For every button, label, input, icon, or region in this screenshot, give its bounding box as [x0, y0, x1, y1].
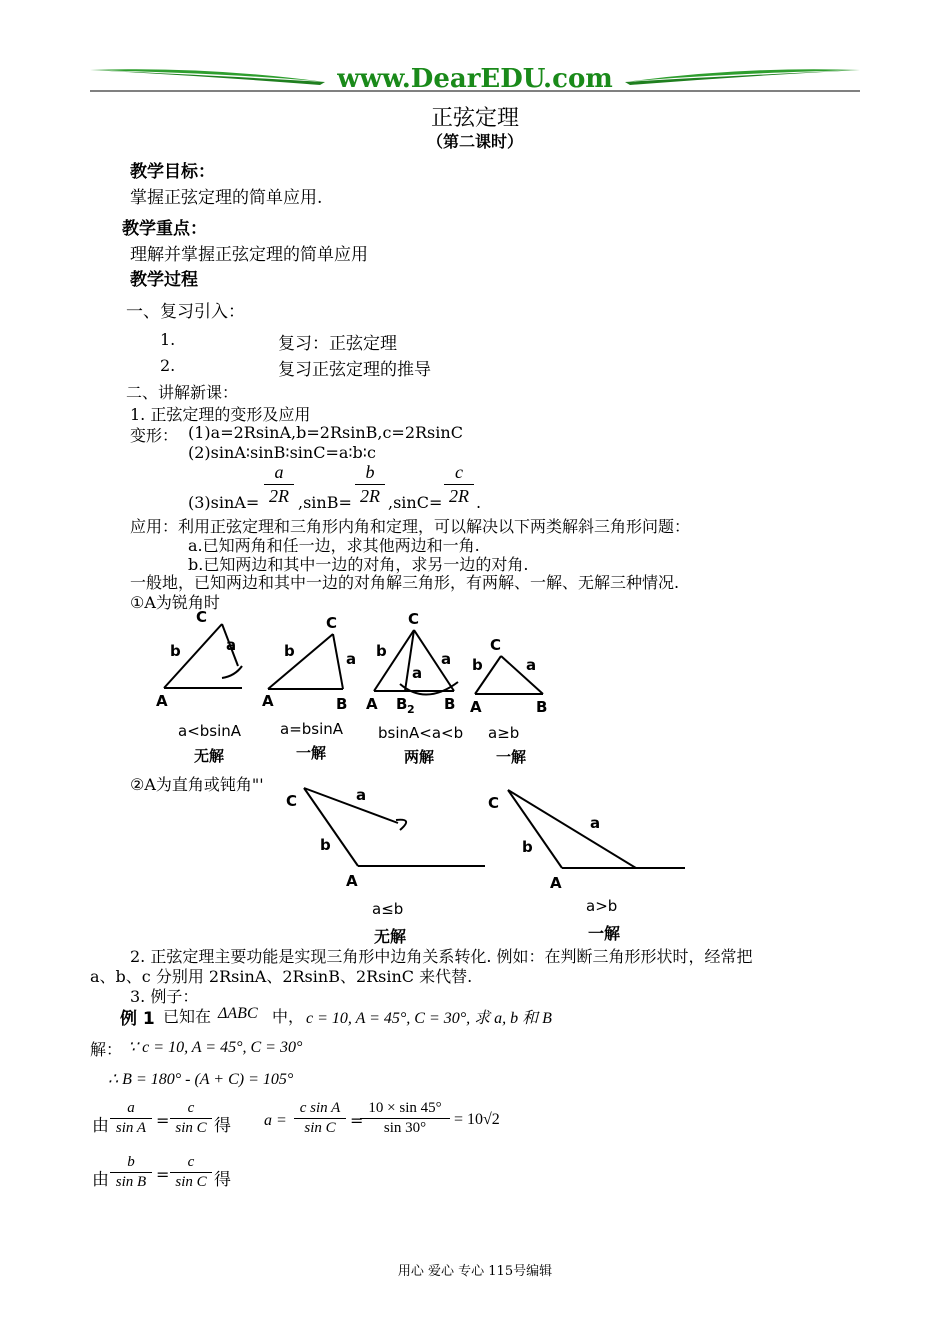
fig1-label-A: A — [366, 695, 378, 713]
step2-eq: = — [156, 1165, 170, 1184]
fig1-caption-cond-2: a=bsinA — [280, 720, 344, 738]
fig1-caption-cond-3: bsinA<a<b — [378, 724, 464, 742]
figure-obtuse-cases — [280, 778, 700, 898]
process-heading: 教学过程 — [130, 270, 198, 290]
solution-label: 解： — [90, 1040, 123, 1059]
transform-3-end: . — [476, 493, 482, 512]
fig2-label-a: a — [356, 786, 367, 804]
fig1-label-b: b — [284, 642, 295, 660]
frac-bar — [110, 1118, 152, 1119]
fraction-b-sinB — [110, 1154, 152, 1191]
transform-3-prefix: (3)sinA= — [188, 493, 260, 512]
case2-heading: ②A为直角或钝角"' — [130, 775, 264, 794]
transform-1: (1)a=2RsinA,b=2RsinB,c=2RsinC — [188, 423, 463, 442]
frac-num: a — [127, 1100, 135, 1116]
fig2-label-C: C — [488, 794, 500, 812]
frac-den: sin C — [175, 1174, 207, 1190]
frac-num: b — [365, 462, 375, 482]
transform-3-mid1: ,sinB= — [298, 493, 352, 512]
frac-bar — [110, 1172, 152, 1173]
case1-heading: ①A为锐角时 — [130, 593, 220, 612]
transform-3-mid2: ,sinC= — [388, 493, 443, 512]
review-item-2-num: 2. — [160, 356, 176, 375]
fig2-caption-result-2: 一解 — [588, 924, 621, 943]
fig1-caption-cond-1: a<bsinA — [178, 722, 242, 740]
frac-den: sin A — [115, 1120, 147, 1136]
frac-bar — [170, 1172, 212, 1173]
example-given: c = 10, A = 45°, C = 30°, 求 a, b 和 B — [306, 1010, 552, 1027]
frac-den: 2R — [360, 486, 380, 506]
review-item-1-num: 1. — [160, 330, 176, 349]
frac-num: 10 × sin 45° — [368, 1100, 442, 1116]
header-logo: www.DearEDU.com — [337, 64, 613, 94]
frac-bar — [264, 484, 294, 485]
fig2-label-A: A — [550, 874, 562, 892]
frac-num: c — [187, 1100, 195, 1116]
step1-eq: = — [156, 1111, 170, 1130]
frac-bar — [444, 484, 474, 485]
frac-num: a — [274, 462, 284, 482]
fig1-label-B: B — [336, 695, 348, 713]
fig1-label-b: b — [170, 642, 181, 660]
fraction-csinA-sinC — [294, 1100, 346, 1137]
fig1-caption-result-2: 一解 — [296, 744, 327, 762]
fig2-label-C: C — [286, 792, 298, 810]
fig1-label-a: a — [526, 656, 537, 674]
fig1-caption-cond-4: a≥b — [488, 724, 520, 742]
fraction-c-sinC — [170, 1154, 212, 1191]
application-text: 应用：利用正弦定理和三角形内角和定理，可以解决以下两类解斜三角形问题： — [130, 517, 691, 536]
transform-label: 变形： — [130, 426, 179, 445]
page-subtitle: （第二课时） — [426, 132, 523, 151]
para2-line2: a、b、c 分别用 2RsinA、2RsinB、2RsinC 来代替. — [90, 967, 473, 986]
fig1-label-C: C — [408, 610, 420, 628]
frac-den: sin C — [304, 1120, 336, 1136]
page-footer: 用心 爱心 专心 115号编辑 — [397, 1264, 553, 1279]
fig2-caption-result-1: 无解 — [374, 927, 407, 946]
goals-text: 掌握正弦定理的简单应用. — [130, 188, 323, 208]
frac-bar — [360, 1118, 450, 1119]
step1-suffix: 得 — [214, 1116, 231, 1136]
fig1-label-a: a — [441, 650, 452, 668]
frac-den: 2R — [449, 486, 469, 506]
fig1-label-b: b — [472, 656, 483, 674]
fig1-label-A: A — [470, 698, 482, 716]
fig1-label-b: b — [376, 642, 387, 660]
step1-eq2: = — [350, 1111, 364, 1130]
fig1-label-C: C — [326, 614, 338, 632]
fig2-caption-cond-1: a≤b — [372, 900, 404, 918]
fig2-caption-cond-2: a>b — [586, 897, 618, 915]
frac-den: sin B — [115, 1174, 147, 1190]
fraction-a-2R — [264, 462, 294, 507]
example-text-mid: 中， — [272, 1007, 305, 1026]
step1-prefix: 由 — [92, 1116, 109, 1136]
fig1-label-a: a — [412, 664, 423, 682]
sub3-heading: 3. 例子： — [130, 987, 199, 1006]
frac-num: c — [187, 1154, 195, 1170]
fig1-label-B: B — [444, 695, 456, 713]
frac-num: c sin A — [299, 1100, 341, 1116]
fig2-label-b: b — [320, 836, 331, 854]
fig1-caption-result-4: 一解 — [496, 748, 527, 766]
fig1-label-A: A — [156, 692, 168, 710]
step1-result: = 10√2 — [454, 1111, 500, 1128]
fraction-a-sinA — [110, 1100, 152, 1137]
fraction-c-2R — [444, 462, 474, 507]
example-text-prefix: 已知在 — [163, 1007, 212, 1026]
fig1-label-B2: B — [396, 695, 408, 713]
new-lesson-sub1: 1. 正弦定理的变形及应用 — [130, 405, 311, 424]
example-triangle: ΔABC — [218, 1005, 258, 1022]
step1-a-eq: a = — [264, 1112, 287, 1129]
frac-bar — [294, 1118, 346, 1119]
example-label: 例 1 — [120, 1009, 155, 1029]
frac-den: 2R — [269, 486, 289, 506]
step2-suffix: 得 — [214, 1170, 231, 1190]
review-item-1-text: 复习：正弦定理 — [278, 334, 397, 354]
fig1-label-a: a — [226, 636, 237, 654]
fraction-10sin45-sin30 — [360, 1100, 450, 1137]
frac-bar — [355, 484, 385, 485]
frac-den: sin C — [175, 1120, 207, 1136]
frac-den: sin 30° — [383, 1120, 427, 1136]
goals-heading: 教学目标： — [130, 162, 215, 182]
frac-num: c — [455, 462, 463, 482]
frac-num: b — [127, 1154, 135, 1170]
fig2-label-a: a — [590, 814, 601, 832]
fig1-label-A: A — [262, 692, 274, 710]
fig1-label-a: a — [346, 650, 357, 668]
page-title: 正弦定理 — [430, 106, 519, 131]
solution-because: ∵ c = 10, A = 45°, C = 30° — [128, 1039, 303, 1056]
review-item-2-text: 复习正弦定理的推导 — [278, 360, 431, 380]
fig2-label-A: A — [346, 872, 358, 890]
fig1-label-C: C — [490, 636, 502, 654]
fig1-label-subscript-2: 2 — [407, 703, 415, 716]
fig1-caption-result-1: 无解 — [194, 747, 225, 765]
new-lesson-heading: 二、讲解新课： — [126, 383, 239, 402]
application-a: a.已知两角和任一边，求其他两边和一角. — [188, 536, 480, 555]
para2-line1: 2. 正弦定理主要功能是实现三角形中边角关系转化. 例如：在判断三角形形状时，经常把 — [130, 947, 753, 966]
fig2-label-b: b — [522, 838, 533, 856]
review-heading: 一、复习引入： — [126, 302, 245, 322]
fraction-c-sinC — [170, 1100, 212, 1137]
keypoints-heading: 教学重点： — [122, 219, 207, 239]
header-banner — [85, 58, 865, 100]
frac-bar — [170, 1118, 212, 1119]
application-b: b.已知两边和其中一边的对角，求另一边的对角. — [188, 555, 529, 574]
fraction-b-2R — [355, 462, 385, 507]
fig1-label-B: B — [536, 698, 548, 716]
transform-2: (2)sinA∶sinB∶sinC=a∶b∶c — [188, 443, 376, 462]
fig1-label-C: C — [196, 608, 208, 626]
keypoints-text: 理解并掌握正弦定理的简单应用 — [130, 245, 368, 265]
step2-prefix: 由 — [92, 1170, 109, 1190]
solution-therefore: ∴ B = 180° - (A + C) = 105° — [108, 1071, 294, 1088]
fig1-caption-result-3: 两解 — [404, 748, 435, 766]
general-text: 一般地，已知两边和其中一边的对角解三角形，有两解、一解、无解三种情况. — [130, 573, 680, 592]
